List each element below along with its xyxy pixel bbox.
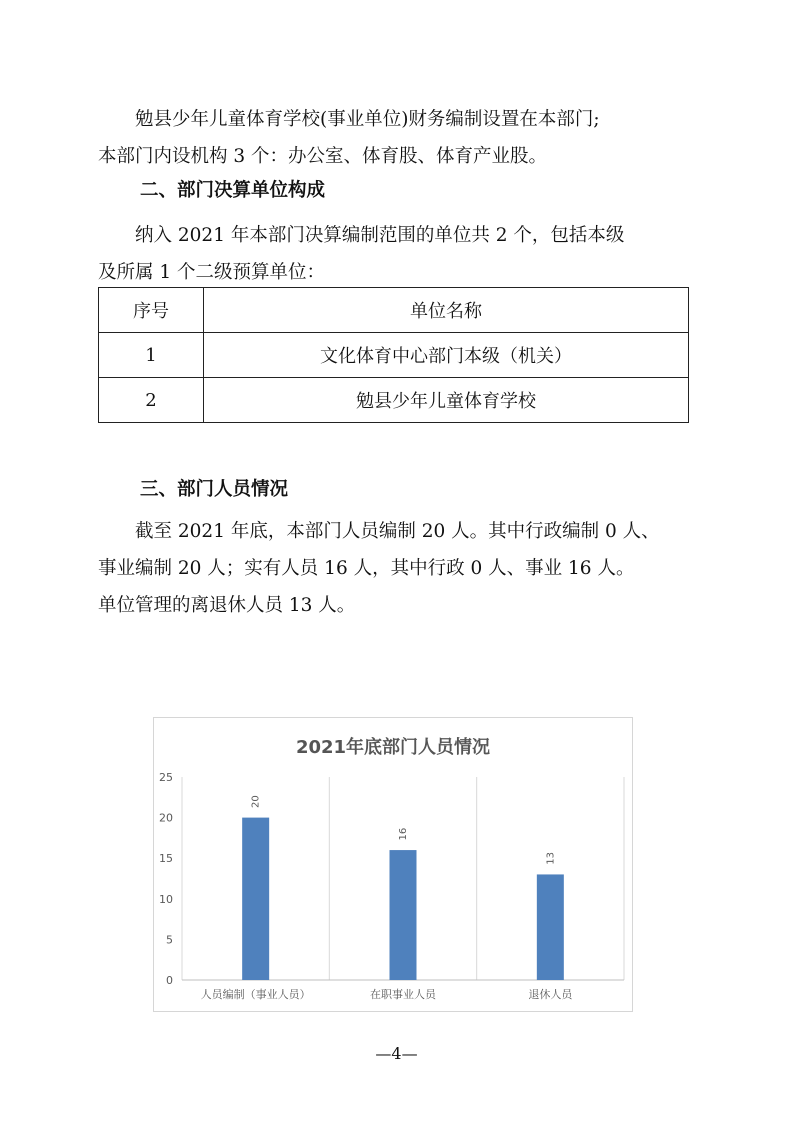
table-header-row xyxy=(99,288,689,333)
y-tick-label: 15 xyxy=(159,852,173,866)
y-tick-label: 25 xyxy=(159,771,173,784)
section-3-line-1: 截至 2021 年底，本部门人员编制 20 人。其中行政编制 0 人、 xyxy=(135,521,660,542)
y-tick-label: 10 xyxy=(159,892,173,906)
chart-svg xyxy=(154,718,632,1011)
data-label: 16 xyxy=(398,827,409,841)
y-tick-label: 5 xyxy=(166,933,173,947)
staff-chart xyxy=(153,717,633,1012)
bar xyxy=(537,874,564,980)
units-table xyxy=(98,287,689,423)
table-row xyxy=(99,378,689,423)
row-unit-name: 勉县少年儿童体育学校 xyxy=(204,378,689,423)
section-2-line-1: 纳入 2021 年本部门决算编制范围的单位共 2 个，包括本级 xyxy=(135,225,625,246)
row-unit-name: 文化体育中心部门本级（机关） xyxy=(204,333,689,378)
row-index: 2 xyxy=(99,378,204,423)
intro-paragraph xyxy=(98,101,690,175)
y-tick-label: 20 xyxy=(159,811,173,825)
section-2-line-2: 及所属 1 个二级预算单位： xyxy=(98,262,326,283)
intro-line-1: 勉县少年儿童体育学校(事业单位)财务编制设置在本部门; xyxy=(135,109,600,130)
bar xyxy=(390,850,417,980)
y-tick-label: 0 xyxy=(166,974,173,987)
section-3-heading: 三、部门人员情况 xyxy=(140,479,289,500)
header-unit-name: 单位名称 xyxy=(204,288,689,333)
category-label: 在职事业人员 xyxy=(370,988,436,1001)
data-label: 13 xyxy=(545,852,557,865)
section-2-heading: 二、部门决算单位构成 xyxy=(140,180,326,201)
category-label: 人员编制（事业人员） xyxy=(200,988,311,1001)
table-row xyxy=(99,333,689,378)
row-index: 1 xyxy=(99,333,204,378)
intro-line-2: 本部门内设机构 3 个：办公室、体育股、体育产业股。 xyxy=(98,146,548,167)
category-label: 退休人员 xyxy=(528,988,573,1001)
page-number: —4— xyxy=(375,1044,418,1063)
section-3-line-2: 事业编制 20 人；实有人员 16 人，其中行政 0 人、事业 16 人。 xyxy=(98,558,635,579)
chart-title: 2021年底部门人员情况 xyxy=(295,737,491,758)
section-3-paragraph xyxy=(98,513,690,624)
bar xyxy=(242,818,269,980)
data-label: 20 xyxy=(250,795,262,808)
section-3-line-3: 单位管理的离退休人员 13 人。 xyxy=(98,595,356,616)
section-2-paragraph xyxy=(98,217,690,291)
header-index: 序号 xyxy=(99,288,204,333)
